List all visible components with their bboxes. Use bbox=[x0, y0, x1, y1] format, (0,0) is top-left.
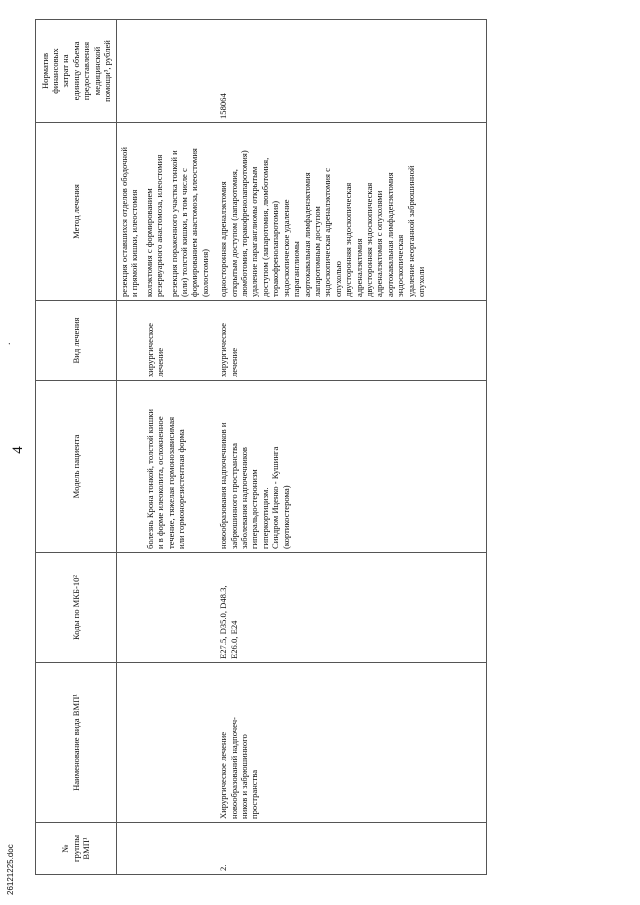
row2-treatment-kind: хирургическое лечение bbox=[212, 301, 487, 381]
header-treatment-method: Метод лечения bbox=[36, 123, 117, 301]
header-treatment-kind: Вид лечения bbox=[36, 301, 117, 381]
header-icd-codes: Коды по МКБ-10² bbox=[36, 553, 117, 663]
row2-icd-codes: E27.5, D35.0, D48.3, E26.0, E24 bbox=[212, 553, 487, 663]
row2-cost-norm: 158064 bbox=[212, 20, 487, 123]
header-patient-model: Модель пациента bbox=[36, 381, 117, 553]
page-number: 4 bbox=[10, 446, 26, 454]
scan-mark: . bbox=[2, 342, 13, 345]
table-row-adrenal bbox=[212, 20, 487, 875]
row2-group-number: 2. bbox=[212, 823, 487, 875]
row1-patient-model: болезнь Крона тонкой, толстой кишки и в форме илеоколита, осложненное течение, тяжелая гормонозависимая или гормонорезистентная форма bbox=[117, 381, 213, 553]
document-file-id: 26121225.doc bbox=[6, 844, 15, 895]
row1-treatment-methods: резекция оставшихся отделов ободочной и прямой кишки, илеостомия колэктомия с формированием резервуарного анастомоза, илеостомия резекция пораженного участка тонкой и (или) толстой кишки, в том числе с формированием анастомоза, илеостомия (колостомия) bbox=[117, 123, 213, 301]
row2-treatment-methods: односторонняя адреналэктомия открытым доступом (лапаротомия, люмботомия, торакофренолапаротомия) удаление параганглиомы открытым доступом (лапаротомия, люмботомия, торакофренолапаротомия) эндоскопическое удаление параганглиомы аортокавальная лимфаденэктомия лапаротомным доступом эндоскопическая адреналэктомия с опухолью двусторонняя эндоскопическая адреналэктомия двусторонняя эндоскопическая адреналэктомия с опухолями аортокавальная лимфаденэктомия эндоскопическая удаление неорганной забрюшинной опухоли bbox=[212, 123, 487, 301]
header-group-number: № группы ВМП¹ bbox=[36, 823, 117, 875]
vmp-table bbox=[35, 19, 487, 875]
table-row-crohn bbox=[117, 20, 213, 875]
header-cost-norm: Норматив финансовых затрат на единицу объема предоставления медицинской помощи³, рублей bbox=[36, 20, 117, 123]
row1-treatment-kind: хирургическое лечение bbox=[117, 301, 213, 381]
row2-patient-model: новообразования надпочечников и забрюшинного пространства заболевания надпочечников гиперальдостеронизм гиперкортицизм. Синдром Иценко - Кушинга (кортикостерома) bbox=[212, 381, 487, 553]
header-vmp-name: Наименование вида ВМП¹ bbox=[36, 663, 117, 823]
row2-vmp-name: Хирургическое лечение новообразований надпочеч- ников и забрюшинного пространства bbox=[212, 663, 487, 823]
table-header-row bbox=[36, 20, 117, 875]
